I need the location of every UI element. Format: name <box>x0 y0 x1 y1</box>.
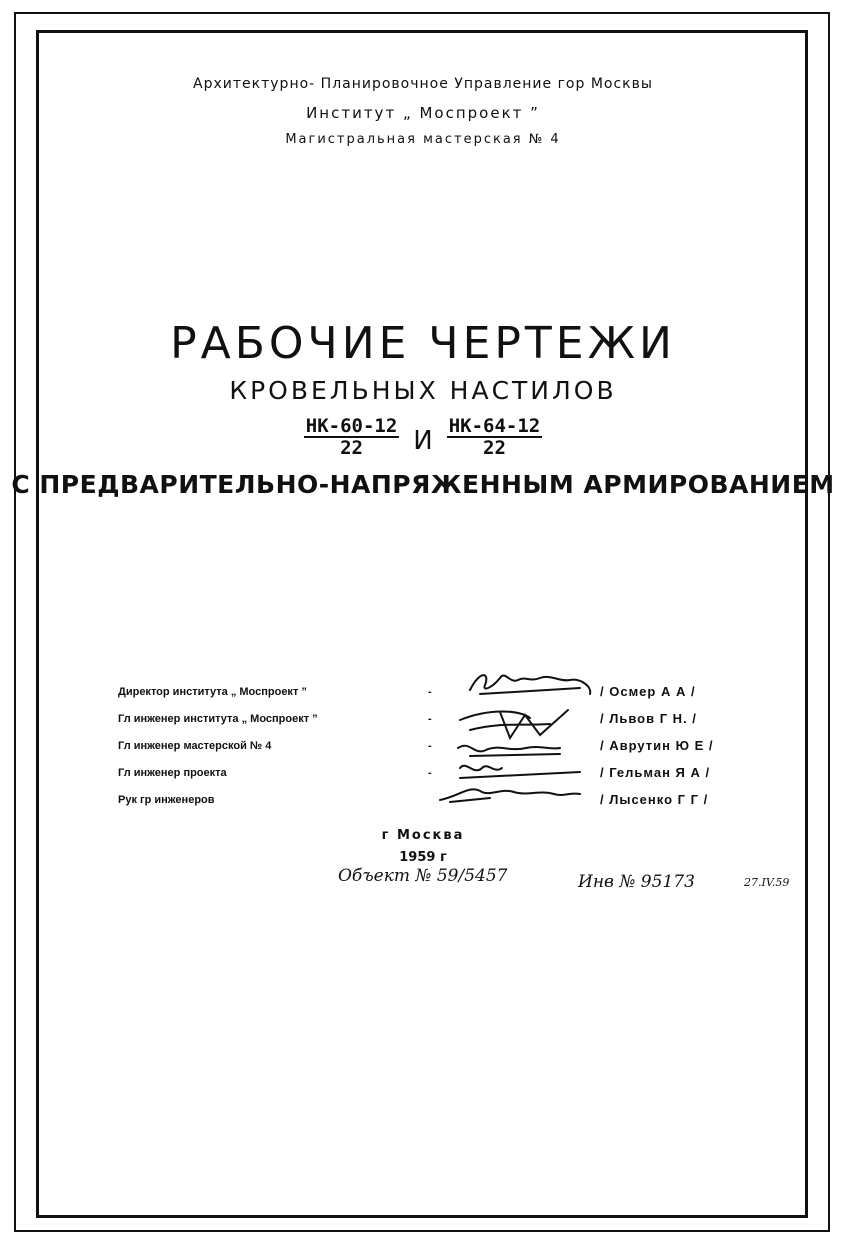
code-hk-64 <box>447 416 543 458</box>
code-hk-64-denominator: 22 <box>483 437 506 459</box>
code-conjunction: И <box>413 426 433 456</box>
signatory-name: / Львов Г Н. / <box>600 711 697 726</box>
signatory-name: / Гельман Я А / <box>600 765 711 780</box>
document-title: РАБОЧИЕ ЧЕРТЕЖИ <box>170 318 676 369</box>
inner-frame <box>36 30 808 1218</box>
header-organization: Архитектурно- Планировочное Управление гор Москвы <box>193 76 653 92</box>
signatory-dash: - <box>428 767 432 779</box>
product-codes <box>0 416 846 458</box>
document-subtitle: КРОВЕЛЬНЫХ НАСТИЛОВ <box>229 376 617 405</box>
header-institute: Институт „ Моспроект ” <box>306 104 540 122</box>
signatory-dash: - <box>428 686 432 698</box>
footer-city: г Москва <box>381 828 465 843</box>
code-hk-60-numerator: НК-60-12 <box>305 415 398 437</box>
signatory-position: Гл инженер мастерской № 4 <box>118 740 272 752</box>
signatory-name: / Аврутин Ю Е / <box>600 738 714 753</box>
footer-object-number: Объект № 59/5457 <box>338 866 508 886</box>
signature-osmer <box>470 675 590 694</box>
signatory-position: Гл инженер проекта <box>118 767 227 779</box>
signatory-name: / Лысенко Г Г / <box>600 792 709 807</box>
document-title-line3: С ПРЕДВАРИТЕЛЬНО-НАПРЯЖЕННЫМ АРМИРОВАНИЕМ <box>11 470 835 499</box>
handwritten-signatures <box>430 660 600 810</box>
footer-inventory-number: Инв № 95173 <box>578 872 695 892</box>
code-hk-60-denominator: 22 <box>340 437 363 459</box>
signatory-position: Гл инженер института „ Моспроект ” <box>118 713 318 725</box>
footer-date: 27.IV.59 <box>744 876 790 889</box>
signature-gelman <box>460 766 580 778</box>
footer-year: 1959 г <box>399 850 447 865</box>
signature-lvov <box>460 710 568 738</box>
signatory-dash: - <box>428 740 432 752</box>
header-workshop: Магистральная мастерская № 4 <box>285 132 561 147</box>
signature-avrutin <box>458 746 560 756</box>
code-hk-64-numerator: НК-64-12 <box>448 415 541 437</box>
signatory-name: / Осмер А А / <box>600 684 696 699</box>
signatory-position: Рук гр инженеров <box>118 794 215 806</box>
signature-lysenko <box>440 789 580 802</box>
signatory-dash: - <box>428 713 432 725</box>
signatory-position: Директор института „ Моспроект ” <box>118 686 307 698</box>
code-hk-60 <box>304 416 400 458</box>
